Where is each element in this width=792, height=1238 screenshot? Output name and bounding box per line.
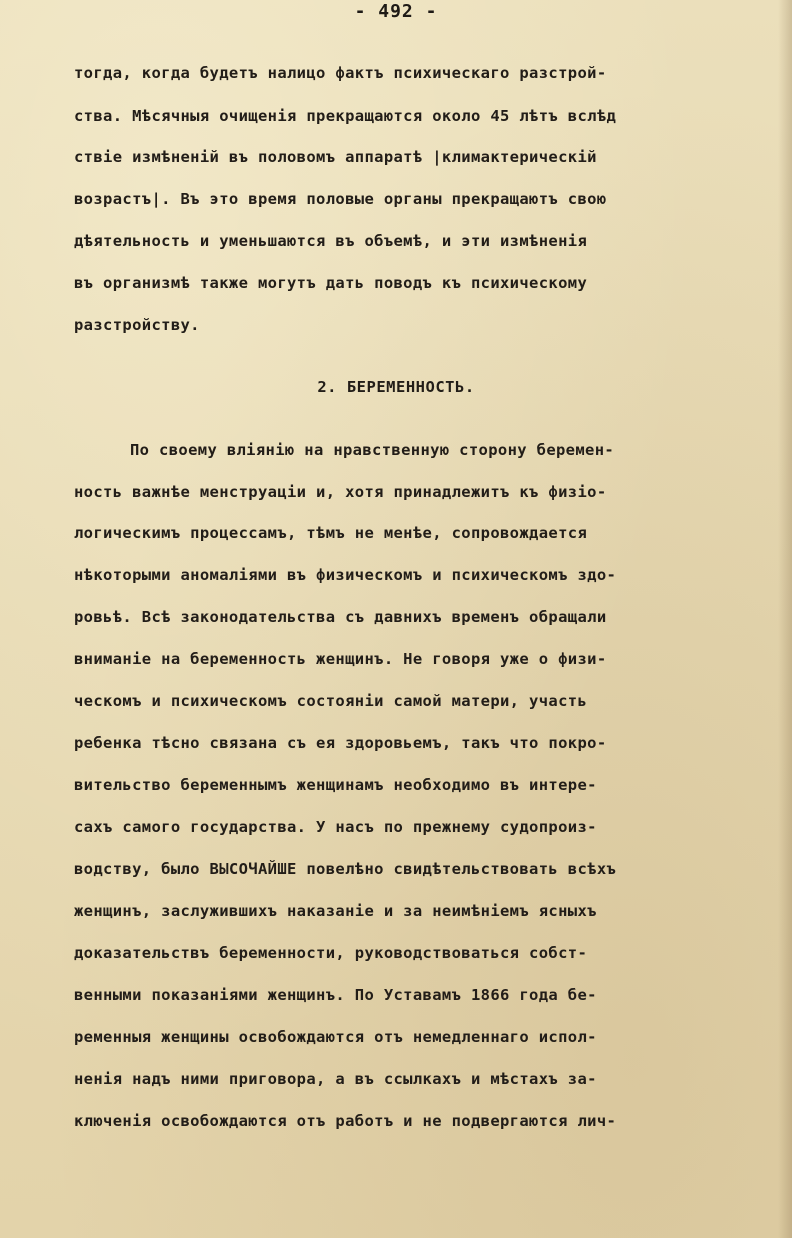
paragraph-2-line: ровьѣ. Всѣ законодательства съ давнихъ временъ обращали: [74, 608, 607, 626]
page-number: - 492 -: [354, 1, 438, 22]
paragraph-2-line: доказательствъ беременности, руководствоваться собст-: [74, 944, 588, 962]
paragraph-2-line: водству, было ВЫСОЧАЙШЕ повелѣно свидѣтельствовать всѣхъ: [74, 860, 617, 878]
paragraph-1-line: ства. Мѣсячныя очищенія прекращаются около 45 лѣтъ вслѣд: [74, 107, 617, 125]
paragraph-2-line: ключенія освобождаются отъ работъ и не подвергаются лич-: [74, 1112, 617, 1130]
paragraph-1-line: тогда, когда будетъ налицо фактъ психическаго разстрой-: [74, 64, 607, 82]
paragraph-2-line: женщинъ, заслужившихъ наказаніе и за неимѣніемъ ясныхъ: [74, 902, 597, 920]
paragraph-2-line: По своему вліянію на нравственную сторону беремен-: [130, 441, 615, 459]
paragraph-2-line: ременныя женщины освобождаются отъ немедленнаго испол-: [74, 1028, 597, 1046]
page-edge-shadow: [778, 0, 792, 1238]
paragraph-2-line: вительство беременнымъ женщинамъ необходимо въ интере-: [74, 776, 597, 794]
paragraph-2-line: вниманіе на беременность женщинъ. Не говоря уже о физи-: [74, 650, 607, 668]
paragraph-2-line: ненія надъ ними приговора, а въ ссылкахъ и мѣстахъ за-: [74, 1070, 597, 1088]
paragraph-1-line: дѣятельность и уменьшаются въ объемѣ, и эти измѣненія: [74, 232, 588, 250]
paragraph-1-line: возрастъ|. Въ это время половые органы прекращаютъ свою: [74, 190, 607, 208]
paragraph-2-line: нѣкоторыми аномаліями въ физическомъ и психическомъ здо-: [74, 566, 617, 584]
paragraph-1-line: въ организмѣ также могутъ дать поводъ къ психическому: [74, 274, 588, 292]
paragraph-2-line: венными показаніями женщинъ. По Уставамъ 1866 года бе-: [74, 986, 597, 1004]
paragraph-2-line: ческомъ и психическомъ состояніи самой матери, участь: [74, 692, 588, 710]
section-heading: 2. БЕРЕМЕННОСТЬ.: [317, 378, 475, 396]
paragraph-2-line: логическимъ процессамъ, тѣмъ не менѣе, сопровождается: [74, 524, 588, 542]
paragraph-2-line: ребенка тѣсно связана съ ея здоровьемъ, такъ что покро-: [74, 734, 607, 752]
paragraph-2-line: сахъ самого государства. У насъ по прежнему судопроиз-: [74, 818, 597, 836]
paragraph-1-line: разстройству.: [74, 316, 200, 334]
paragraph-1-line: ствіе измѣненій въ половомъ аппаратѣ |климактерическій: [74, 148, 597, 166]
paragraph-2-line: ность важнѣе менструаціи и, хотя принадлежитъ къ физіо-: [74, 483, 607, 501]
